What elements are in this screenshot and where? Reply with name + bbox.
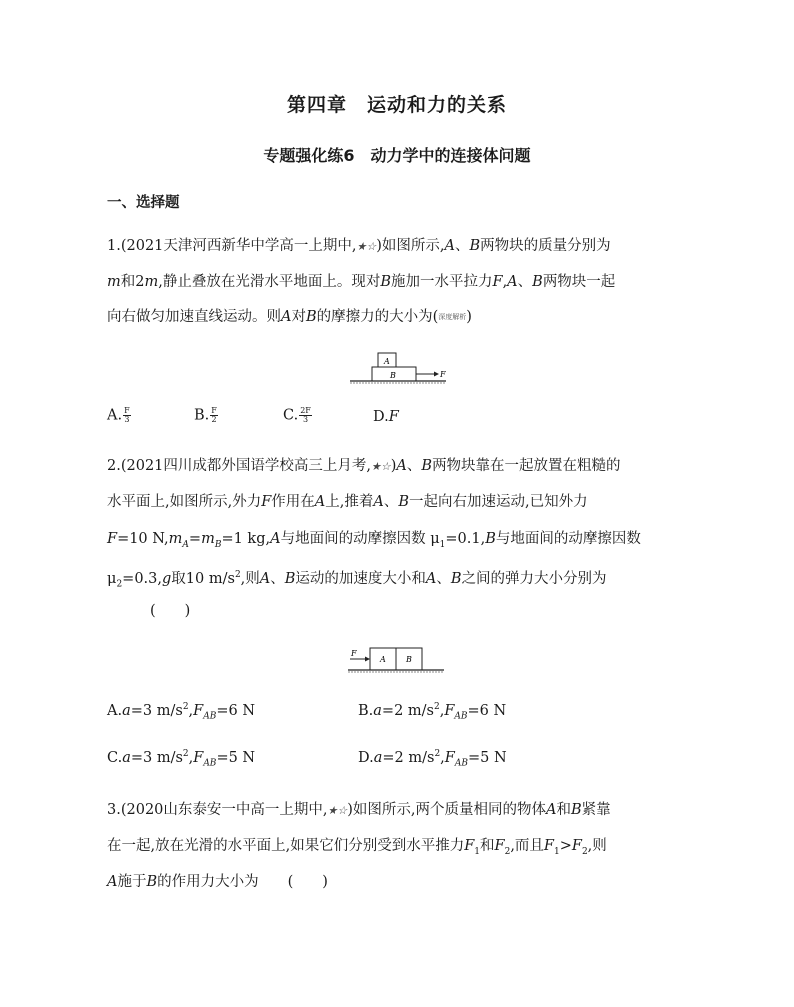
label-a: A	[384, 357, 390, 366]
section-heading: 一、选择题	[107, 195, 180, 211]
difficulty-star-icon: ★☆	[327, 804, 348, 817]
q3-line-2: 在一起,放在光滑的水平面上,如果它们分别受到水平推力$F_1$和$F_2$,而且$F_1>F_2$,则	[107, 838, 607, 857]
difficulty-star-icon: ★☆	[371, 460, 391, 473]
label-b: B	[406, 655, 412, 664]
q2-line-3: F=10 $N,m_A=m_B=1$ kg,A与地面间的动摩擦因数 $\mu_1=0.1,B$与地面间的动摩擦因数	[107, 531, 641, 550]
q1-line-3: 向右做匀加速直线运动。则A对B的摩擦力的大小为(深度解析)	[107, 309, 472, 325]
force-arrowhead	[365, 657, 370, 662]
q2-figure	[346, 645, 446, 675]
chapter-title: 第四章 运动和力的关系	[286, 94, 507, 116]
q1-option-c[interactable]: C. $\frac{2F}{3}$	[283, 406, 311, 424]
q2-option-b[interactable]: B.a=2 $m/s^2,F_{AB}=6$ N	[358, 702, 507, 722]
q3-line-1: 3.(2020山东泰安一中高一上期中,★☆)如图所示,两个质量相同的物体A和B紧靠	[107, 802, 611, 818]
section-subtitle: 专题强化练6 动力学中的连接体问题	[263, 146, 531, 165]
q1-figure	[348, 350, 448, 384]
q2-option-c[interactable]: C.a=3 $m/s^2,F_{AB}=5$ N	[107, 749, 256, 769]
force-arrowhead	[434, 372, 439, 377]
q2-line-4: $\mu_2=0.3,g$取10 $m/s^2$,则A、B运动的加速度大小和A、B之间的弹力大小分别为	[107, 570, 607, 590]
q2-option-a[interactable]: A.a=3 $m/s^2,F_{AB}=6$ N	[107, 702, 256, 722]
label-b: B	[390, 371, 396, 380]
q1-option-b[interactable]: B. $\frac{F}{2}$	[194, 406, 217, 424]
q1-line-1: 1.(2021天津河西新华中学高一上期中,★☆)如图所示,A、B两物块的质量分别为	[107, 238, 611, 254]
q3-line-3: A施于B的作用力大小为 ( )	[107, 874, 328, 890]
q2-answer-bracket: ( )	[150, 603, 191, 619]
q1-option-a[interactable]: A. $\frac{F}{3}$	[107, 406, 130, 424]
difficulty-star-icon: ★☆	[356, 240, 377, 253]
q2-line-2: 水平面上,如图所示,外力F作用在A上,推着A、B一起向右加速运动,已知外力	[107, 494, 588, 510]
q2-option-d[interactable]: D.a=2 $m/s^2,F_{AB}=5$ N	[358, 749, 507, 769]
label-f: F	[440, 370, 446, 379]
q2-line-1: 2.(2021四川成都外国语学校高三上月考,★☆)A、B两物块靠在一起放置在粗糙的	[107, 458, 621, 474]
label-a: A	[380, 655, 386, 664]
q1-option-d[interactable]: D.F	[373, 409, 399, 425]
deep-analysis-tag[interactable]: 深度解析	[438, 313, 467, 321]
q1-line-2: m和2m,静止叠放在光滑水平地面上。现对B施加一水平拉力F,A、B两物块一起	[107, 274, 616, 290]
label-f: F	[351, 649, 357, 658]
